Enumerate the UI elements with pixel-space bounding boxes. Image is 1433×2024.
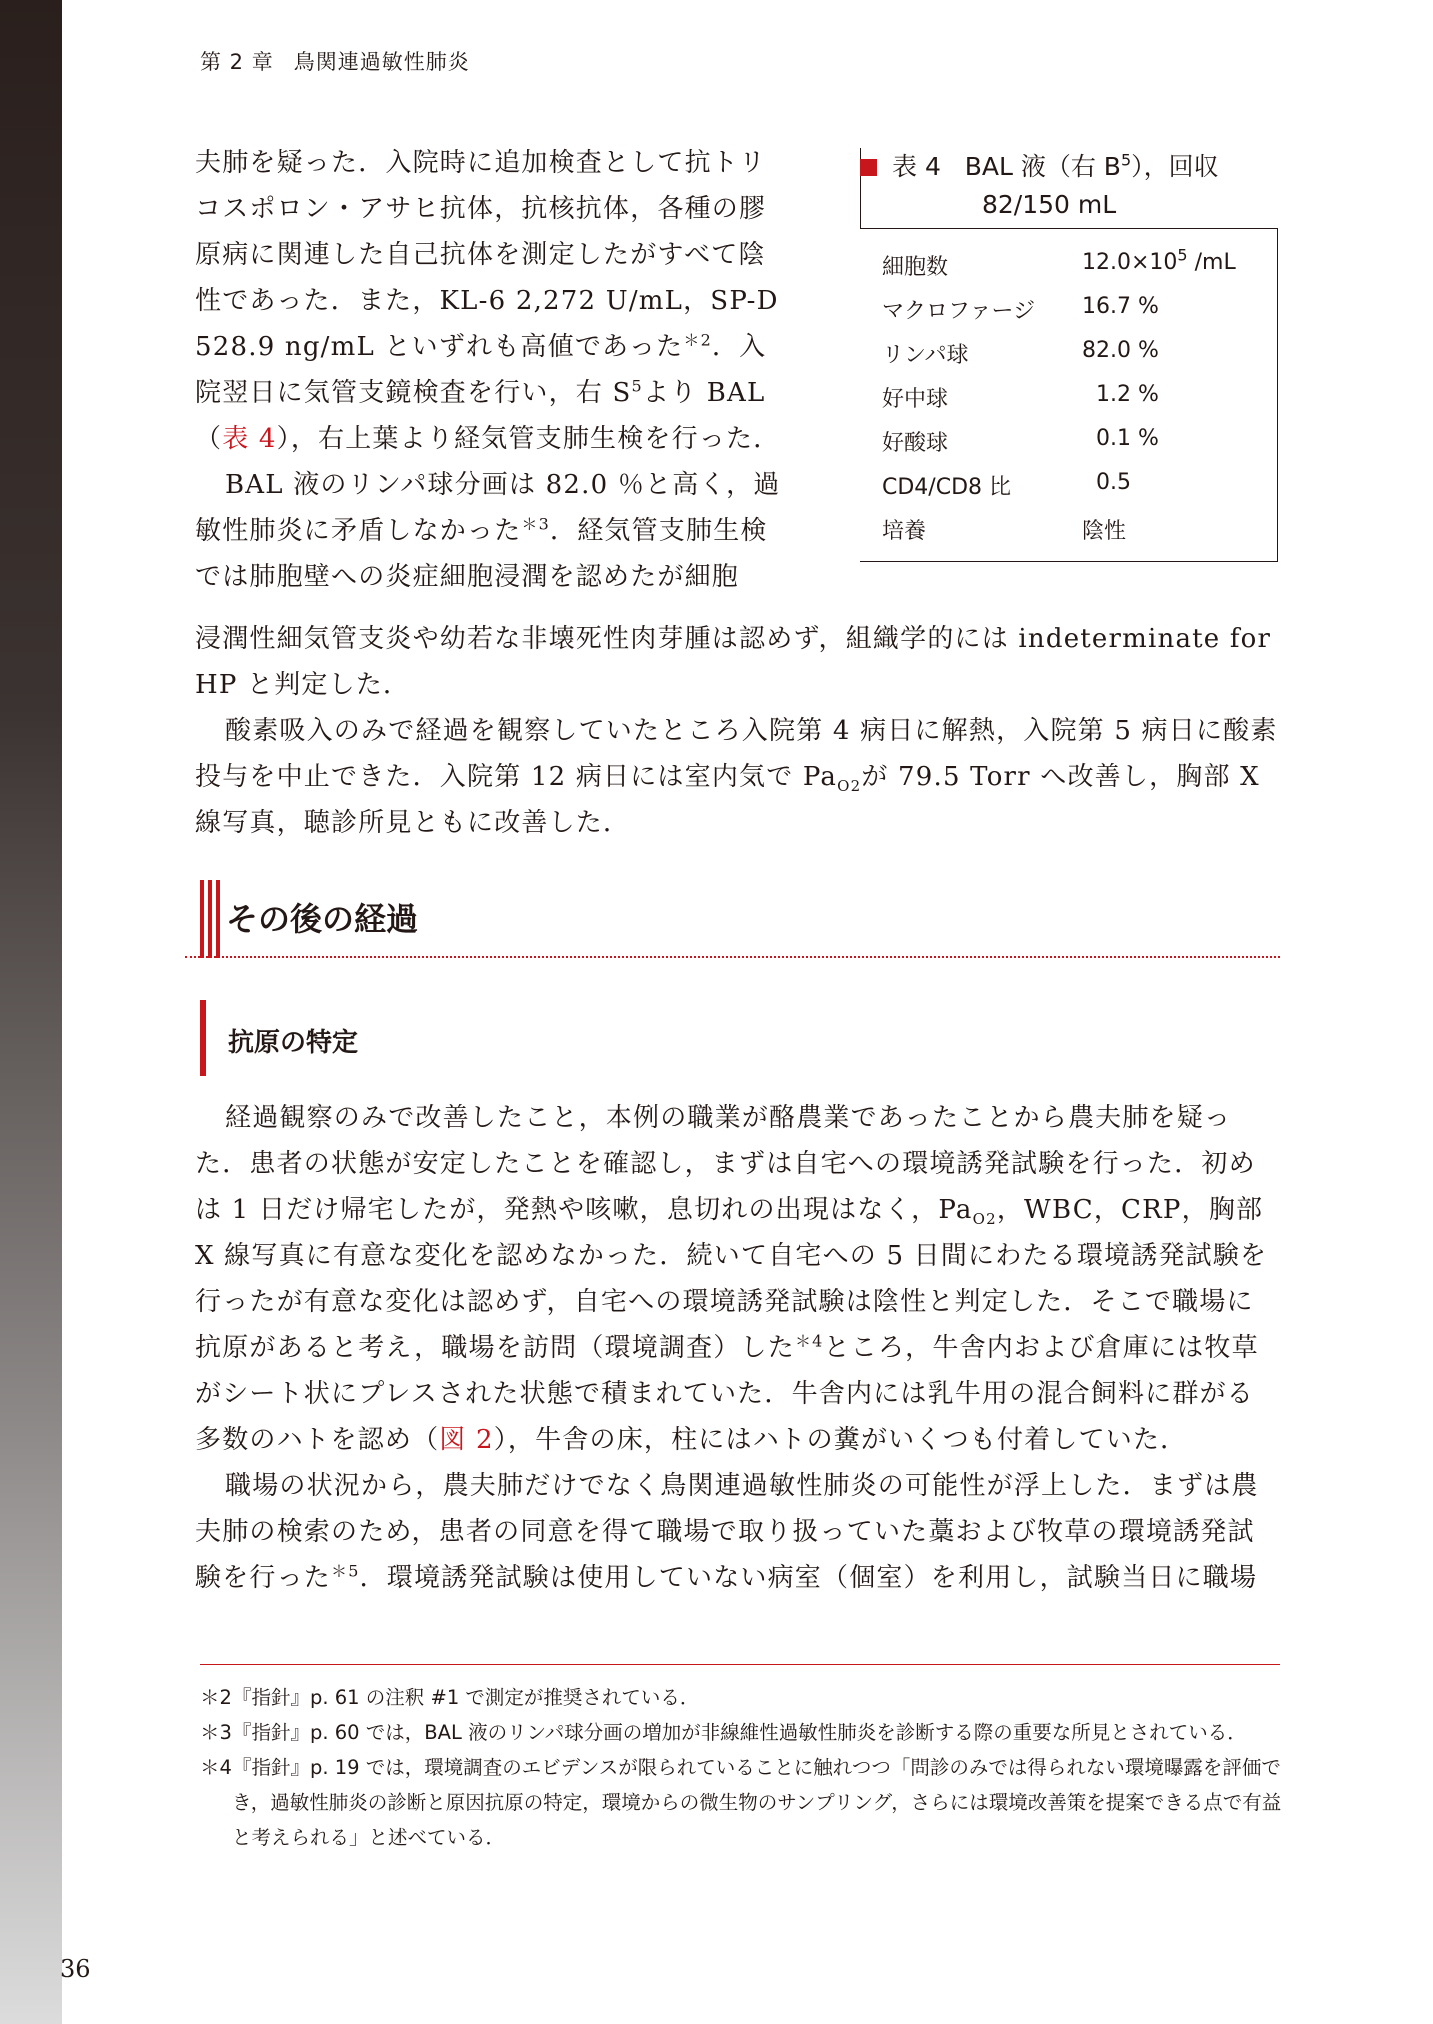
table-row-value: 0.5: [1096, 470, 1131, 495]
section-title: その後の経過: [226, 900, 419, 938]
footnote: [200, 1680, 1285, 1715]
text-run: 酸素吸入のみで経過を観察していたところ入院第 4 病日に解熱，入院第 5 病日に酸素投与を中止できた．入院第 12 病日には室内気で Pa: [195, 716, 1278, 792]
subscript: O2: [837, 777, 862, 796]
text-run: 職場の状況から，農夫肺だけでなく鳥関連過敏性肺炎の可能性が浮上した．まずは農夫肺の検索のため，患者の同意を得て職場で取り扱っていた藁および牧草の環境誘発試験を行った: [195, 1471, 1259, 1593]
text-run: ．入院翌日に気管支鏡検査を行い，右 S: [195, 332, 767, 408]
table-row-label: CD4/CD8 比: [882, 475, 1012, 500]
paragraph-2-cont: 浸潤性細気管支炎や幼若な非壊死性肉芽腫は認めず，組織学的には indeterminate for HP と判定した．: [195, 624, 1272, 700]
text-run: ．経気管支肺生検では肺胞壁への炎症細胞浸潤を認めたが細胞: [195, 516, 768, 592]
text-run: ところ，牛舎内および倉庫には牧草がシート状にプレスされた状態で積まれていた．牛舎内には乳牛用の混合飼料に群がる多数のハトを認め（: [195, 1333, 1259, 1455]
paragraph-4: [195, 1095, 1280, 1463]
superscript: 5: [1120, 150, 1132, 170]
body-column-full-2: [195, 1095, 1280, 1601]
footnote-text: 『指針』p. 61 の注釈 #1 で測定が推奨されている．: [232, 1686, 700, 1709]
paragraph-2: [195, 462, 787, 600]
chapter-number: 第 2 章: [200, 50, 274, 74]
chapter-title: 鳥関連過敏性肺炎: [293, 50, 470, 74]
heading-bar: [216, 880, 220, 958]
table-row-value: 82.0 %: [1082, 338, 1159, 363]
paragraph-1: [195, 140, 787, 462]
subsection-title: 抗原の特定: [228, 1028, 359, 1058]
text-run: BAL 液のリンパ球分画は 82.0 ％と高く，過敏性肺炎に矛盾しなかった: [195, 470, 781, 546]
body-column-left: [195, 140, 787, 600]
table-row-value: 16.7 %: [1082, 294, 1159, 319]
table-title-line2: 82/150 mL: [982, 190, 1117, 219]
section-heading: [200, 880, 1280, 958]
text-run: ，WBC，CRP，胸部 X 線写真に有意な変化を認めなかった．続いて自宅への 5 日間にわたる環境誘発試験を行ったが有意な変化は認めず，自宅への環境誘発試験は陰性と判定した．そこで職場に抗原があると考え，職場を訪問（環境調査）した: [195, 1195, 1268, 1363]
text-run: 夫肺を疑った．入院時に追加検査として抗トリコスポロン・アサヒ抗体，抗核抗体，各種の膠原病に関連した自己抗体を測定したがすべて陰性であった．また，KL-6 2,272 U/mL，SP-D 528.9 ng/mL といずれも高値であった: [195, 148, 779, 362]
table-row-label: 培養: [882, 519, 927, 544]
page-edge-bar: [0, 0, 62, 2024]
footnote-ref[interactable]: ＊5: [331, 1561, 360, 1581]
table-row-value: 0.1 %: [1096, 426, 1159, 451]
footnote-text: 『指針』p. 60 では，BAL 液のリンパ球分画の増加が非線維性過敏性肺炎を診断する際の重要な所見とされている．: [232, 1721, 1247, 1744]
text-run: ），右上葉より経気管支肺生検を行った．: [276, 424, 781, 454]
footnote-text: 『指針』p. 19 では，環境調査のエビデンスが限られていることに触れつつ「問診のみでは得られない環境曝露を評価でき，過敏性肺炎の診断と原因抗原の特定，環境からの微生物のサンプリング，さらには環境改善策を提案できる点で有益と考えられる」と述べている．: [232, 1756, 1282, 1849]
footnote-mark: ＊3: [200, 1721, 232, 1744]
footnote-mark: ＊2: [200, 1686, 232, 1709]
superscript: 5: [631, 376, 643, 396]
text-run: 経過観察のみで改善したこと，本例の職業が酪農業であったことから農夫肺を疑った．患者の状態が安定したことを確認し，まずは自宅への環境誘発試験を行った．初めは 1 日だけ帰宅したが，発熱や咳嗽，息切れの出現はなく，Pa: [195, 1103, 1256, 1225]
body-column-full-1: [195, 616, 1280, 846]
table-title-text: BAL 液（右 B: [964, 152, 1121, 181]
unit-text: /mL: [1187, 250, 1236, 275]
footnote: [200, 1750, 1285, 1855]
footnote-mark: ＊4: [200, 1756, 232, 1779]
heading-bar: [200, 1000, 206, 1076]
paragraph-5: [195, 1463, 1280, 1601]
table-title-text: ），回収: [1131, 152, 1219, 181]
footnote-rule: [200, 1664, 1280, 1665]
table-title: [860, 148, 1280, 224]
footnote-ref[interactable]: ＊3: [521, 514, 550, 534]
text-run: より BAL（: [195, 378, 766, 454]
table-row-label: リンパ球: [882, 343, 969, 368]
heading-bar: [208, 880, 212, 958]
superscript: 5: [1177, 245, 1188, 265]
table-label: 表 4: [892, 152, 941, 181]
table-4-caption: [860, 148, 1280, 224]
footnote: [200, 1715, 1285, 1750]
red-square-icon: [860, 159, 877, 176]
text-run: ），牛舎の床，柱にはハトの糞がいくつも付着していた．: [493, 1425, 1188, 1455]
heading-bar: [200, 880, 204, 958]
running-header: [200, 46, 470, 76]
figure-ref-link[interactable]: 図 2: [439, 1425, 494, 1455]
dotted-rule: [185, 956, 1280, 958]
paragraph-3: [195, 708, 1280, 846]
page-number: 36: [60, 1955, 91, 1983]
table-ref-link[interactable]: 表 4: [222, 424, 277, 454]
text-run: ．環境誘発試験は使用していない病室（個室）を利用し，試験当日に職場: [359, 1563, 1258, 1593]
table-row-label: 細胞数: [882, 255, 949, 280]
text-run: が 79.5 Torr へ改善し，胸部 X 線写真，聴診所見ともに改善した．: [195, 762, 1260, 838]
table-row-label: 好酸球: [882, 431, 949, 456]
table-row-value: 陰性: [1082, 519, 1127, 544]
table-row-label: 好中球: [882, 387, 949, 412]
table-row-value: [1082, 245, 1236, 275]
footnote-ref[interactable]: ＊4: [794, 1331, 824, 1351]
footnotes: [200, 1680, 1285, 1855]
value-text: 12.0×10: [1082, 250, 1178, 275]
table-row-value: 1.2 %: [1096, 382, 1159, 407]
table-row-label: マクロファージ: [882, 299, 1036, 324]
subscript: O2: [972, 1210, 997, 1229]
footnote-ref[interactable]: ＊2: [683, 330, 712, 350]
